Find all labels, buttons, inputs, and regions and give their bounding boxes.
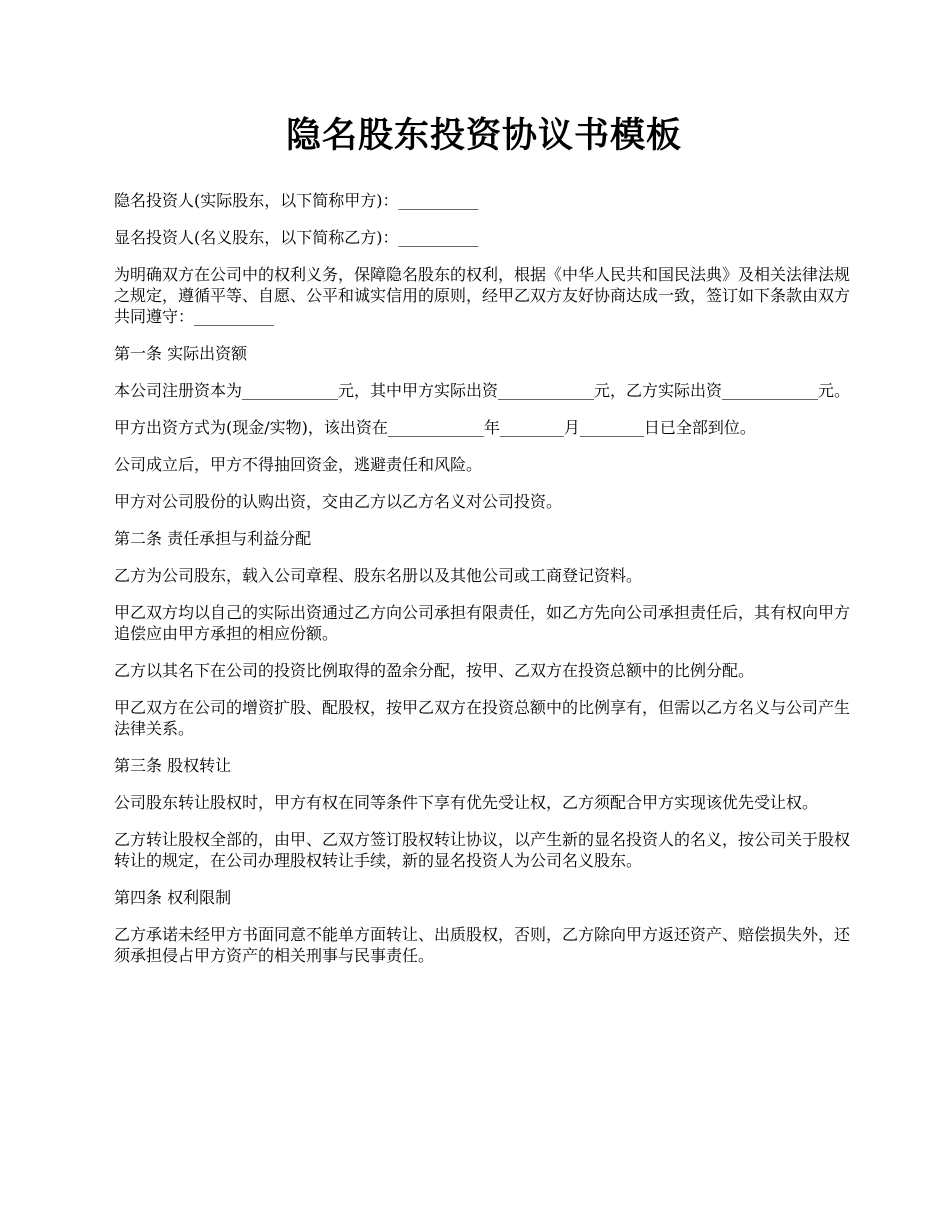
preamble-paragraph: 为明确双方在公司中的权利义务，保障隐名股东的权利，根据《中华人民共和国民法典》及相关法律法规之规定，遵循平等、自愿、公平和诚实信用的原则，经甲乙双方友好协商达成一致，签订如下条款由双方共同遵守：__________ [114, 265, 851, 326]
article-2-clause: 甲乙双方均以自己的实际出资通过乙方向公司承担有限责任，如乙方先向公司承担责任后，其有权向甲方追偿应由甲方承担的相应份额。 [114, 603, 851, 643]
article-1-clause: 甲方对公司股份的认购出资，交由乙方以乙方名义对公司投资。 [114, 492, 563, 511]
party-a-line: 隐名投资人(实际股东，以下简称甲方)：__________ [114, 191, 479, 210]
article-3-clause: 乙方转让股权全部的，由甲、乙双方签订股权转让协议，以产生新的显名投资人的名义，按公司关于股权转让的规定，在公司办理股权转让手续，新的显名投资人为公司名义股东。 [114, 830, 851, 870]
article-4-heading: 第四条 权利限制 [114, 888, 232, 907]
article-1-clause: 甲方出资方式为(现金/实物)，该出资在____________年________月________日已全部到位。 [114, 418, 756, 437]
article-2-clause: 乙方以其名下在公司的投资比例取得的盈余分配，按甲、乙双方在投资总额中的比例分配。 [114, 661, 755, 680]
party-b-line: 显名投资人(名义股东，以下简称乙方)：__________ [114, 228, 479, 247]
article-2-clause: 乙方为公司股东，载入公司章程、股东名册以及其他公司或工商登记资料。 [114, 566, 643, 585]
article-1-clause: 本公司注册资本为____________元，其中甲方实际出资____________元，乙方实际出资____________元。 [114, 381, 851, 400]
article-4-clause: 乙方承诺未经甲方书面同意不能单方面转让、出质股权，否则，乙方除向甲方返还资产、赔偿损失外，还须承担侵占甲方资产的相关刑事与民事责任。 [114, 925, 851, 965]
article-2-clause: 甲乙双方在公司的增资扩股、配股权，按甲乙双方在投资总额中的比例享有，但需以乙方名义与公司产生法律关系。 [114, 698, 851, 738]
article-1-heading: 第一条 实际出资额 [114, 344, 248, 363]
article-1-clause: 公司成立后，甲方不得抽回资金，逃避责任和风险。 [114, 455, 483, 474]
document-page [114, 110, 854, 982]
article-2-heading: 第二条 责任承担与利益分配 [114, 529, 312, 548]
article-3-clause: 公司股东转让股权时，甲方有权在同等条件下享有优先受让权，乙方须配合甲方实现该优先受让权。 [114, 793, 819, 812]
document-title: 隐名股东投资协议书模板 [285, 116, 682, 156]
article-3-heading: 第三条 股权转让 [114, 756, 232, 775]
